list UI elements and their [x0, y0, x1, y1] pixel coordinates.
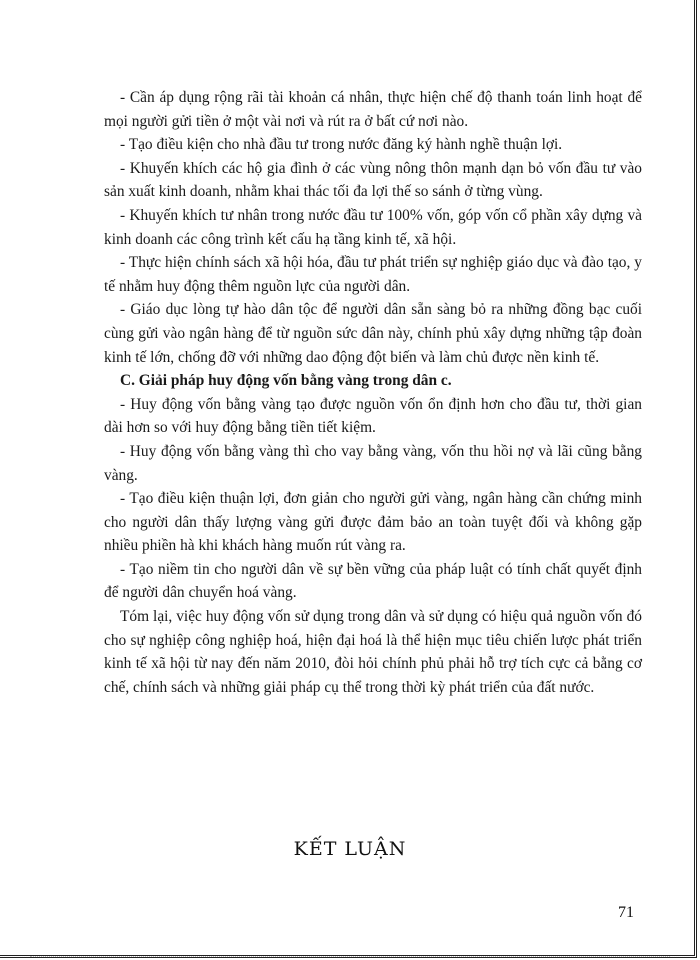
paragraph-socialization-policy: - Thực hiện chính sách xã hội hóa, đầu tư phát triển sự nghiệp giáo dục và đào tạo, y tế nhằm huy động thêm nguồn lực của người dân.: [104, 254, 642, 295]
paragraph-legal-confidence: - Tạo niềm tin cho người dân về sự bền vững của pháp luật có tính chất quyết định để người dân chuyển hoá vàng.: [104, 560, 642, 602]
paragraph-domestic-investors: - Tạo điều kiện cho nhà đầu tư trong nước đăng ký hành nghề thuận lợi.: [120, 136, 563, 154]
paragraph-summary: Tóm lại, việc huy động vốn sử dụng trong dân và sử dụng có hiệu quả nguồn vốn đó cho sự nghiệp công nghiệp hoá, hiện đại hoá là thể hiện mục tiêu chiến lược phát triển kinh tế xã hội từ nay đến năm 2010, đòi hỏi chính phủ phải hỗ trợ tích cực cả bằng cơ chế, chính sách và những giải pháp cụ thể trong thời kỳ phát triển của đất nước.: [104, 608, 642, 696]
paragraph-national-pride: - Giáo dục lòng tự hào dân tộc để người dân sẵn sàng bỏ ra những đồng bạc cuối cùng gửi vào ngân hàng để từ nguồn sức dân này, chính phủ xây dựng những tập đoàn kinh tế lớn, chống đỡ với những dao động đột biến và làm chủ được nền kinh tế.: [104, 301, 642, 366]
body-text: [104, 86, 642, 699]
paragraph-personal-accounts: - Cần áp dụng rộng rãi tài khoản cá nhân, thực hiện chế độ thanh toán linh hoạt để mọi người gửi tiền ở một vài nơi và rút ra ở bất cứ nơi nào.: [104, 89, 642, 130]
conclusion-title: KẾT LUẬN: [293, 838, 407, 860]
paragraph-gold-deposit-conditions: - Tạo điều kiện thuận lợi, đơn giản cho người gửi vàng, ngân hàng cần chứng minh cho người dân thấy lượng vàng gửi được đảm bảo an toàn tuyệt đối và không gặp nhiều phiền hà khi khách hàng muốn rút vàng ra.: [104, 490, 642, 555]
paragraph-rural-households: - Khuyến khích các hộ gia đình ở các vùng nông thôn mạnh dạn bỏ vốn đầu tư vào sản xuất kinh doanh, nhằm khai thác tối đa lợi thế so sánh ở từng vùng.: [104, 159, 642, 201]
paragraph-gold-lending: - Huy động vốn bằng vàng thì cho vay bằng vàng, vốn thu hồi nợ và lãi cũng bằng vàng.: [104, 442, 642, 484]
page-number: 71: [618, 904, 634, 921]
paragraph-gold-stable-capital: - Huy động vốn bằng vàng tạo được nguồn vốn ổn định hơn cho đầu tư, thời gian dài hơn so với huy động bằng tiền tiết kiệm.: [104, 395, 642, 437]
section-heading: C. Giải pháp huy động vốn bằng vàng trong dân c.: [120, 372, 452, 390]
paragraph-private-investment: - Khuyến khích tư nhân trong nước đầu tư 100% vốn, góp vốn cổ phần xây dựng và kinh doanh các công trình kết cấu hạ tầng kinh tế, xã hội.: [104, 206, 642, 248]
footer-divider: [30, 956, 670, 957]
